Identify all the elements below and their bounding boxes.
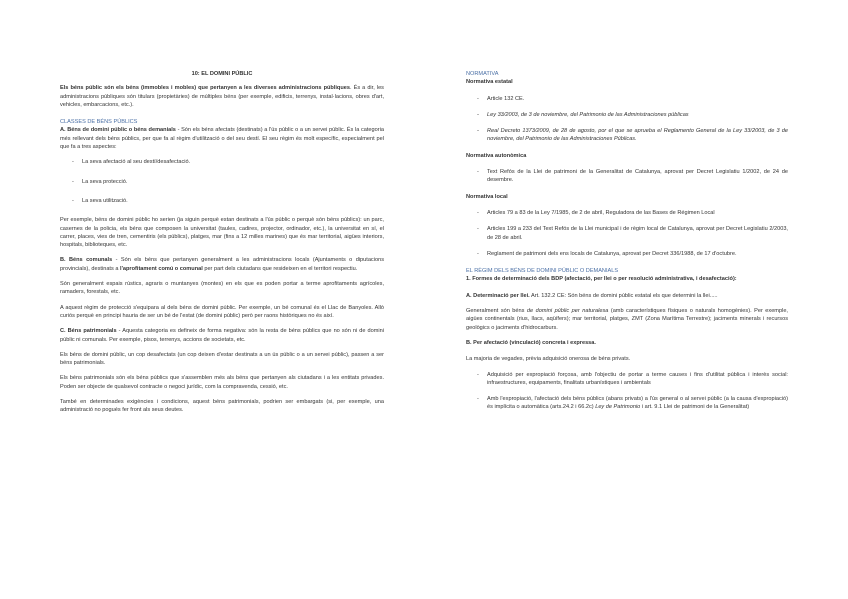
paragraph: A aquest règim de protecció s'equipara al dels béns de domini públic. Per exemple, un bé comunal és el Llac de Banyoles. Allò curiós perquè en principi hauria de ser un bé de l'estat (de domini públic) però per raons històriques no és així. bbox=[60, 304, 384, 319]
local-list bbox=[466, 209, 788, 258]
paragraph bbox=[60, 327, 384, 344]
intro-paragraph bbox=[60, 84, 384, 109]
section-heading: EL RÈGIM DELS BÉNS DE DOMINI PÚBLIC O DEMANIALS bbox=[466, 268, 619, 275]
list-item bbox=[466, 395, 788, 412]
item-text: Amb l'expropiació, l'afectació dels béns públics (abans privats) a l'ús general o al servei públic (a la causa d'expropiació) és implícita o automàtica (arts.24.2 i 66.2c) bbox=[487, 396, 788, 411]
paragraph bbox=[60, 126, 384, 151]
paragraph bbox=[466, 307, 788, 332]
list-item: - Adquisició per expropiació forçosa, amb l'objectiu de portar a terme causes i fins d'utilitat pública i interès social: infraestructures, equipaments, finalitats urbanístiques i ambientals bbox=[466, 371, 788, 388]
bold-term: A. Béns de domini públic o béns demanials bbox=[60, 127, 176, 134]
paragraph-text: - Són els béns que pertanyen generalment a les administracions locals (Ajuntaments o diputacions provincials), destinats a bbox=[60, 257, 384, 272]
list-item: - Article 132 CE. bbox=[466, 95, 788, 103]
italic-term: de domini públic per naturalesa bbox=[526, 308, 609, 315]
subheading: Normativa estatal bbox=[466, 79, 513, 86]
subheading: 1. Formes de determinació dels BDP (afectació, per llei o per resolució administrativa, i desafectació): bbox=[466, 276, 737, 283]
paragraph-text: - Són els béns afectats (destinats) a l'ús públic o a un servei públic. És la categoria més rellevant dels béns públics, per que fa al règim d'utilització o del seu destí. El seu règim és molt específic, especialment pel que fa a tres aspectes: bbox=[60, 127, 384, 151]
item-text: i art. 9.1 Llei de patrimoni de la Generalitat) bbox=[640, 404, 750, 411]
subheading: B. Per afectació (vinculació) concreta i expressa. bbox=[466, 339, 596, 346]
bold-term: B. Béns comunals bbox=[60, 257, 113, 264]
left-column bbox=[60, 70, 384, 422]
afectacio-list bbox=[466, 371, 788, 412]
list-item: - Reglament de patrimoni dels ens locals de Catalunya, aprovat per Decret 336/1988, de 17 d'octubre. bbox=[466, 250, 788, 258]
list-item: - La seva afectació al seu destí/desafectació. bbox=[60, 158, 384, 166]
bold-term: A. Determinació per llei. bbox=[466, 292, 530, 299]
list-item: - La seva protecció. bbox=[60, 178, 384, 186]
paragraph: També en determinades exigències i condicions, aquest béns patrimonials, podrien ser embargats (si, per exemple, una administració no pogués fer front als seus deutes. bbox=[60, 399, 384, 414]
paragraph: Són generalment espais rústics, agraris o muntanyes (montes) en els que es poden portar a terme aprofitaments agrícoles, ramaders, forestals, etc. bbox=[60, 281, 384, 296]
aspects-list bbox=[60, 158, 384, 205]
paragraph: Els béns de domini públic, un cop desafectats (un cop deixen d'estar destinats a un ús públic o a un servei públic), passen a ser béns patrimonials. bbox=[60, 351, 384, 367]
list-item: - Ley 33/2003, de 3 de noviembre, del Patrimonio de las Administraciones públicas bbox=[466, 111, 788, 119]
list-item: - Articles 79 a 83 de la Ley 7/1985, de 2 de abril, Reguladora de las Bases de Régimen Local bbox=[466, 209, 788, 217]
paragraph-text: per part dels ciutadans que resideixen en el territori respectiu. bbox=[202, 265, 358, 272]
paragraph bbox=[466, 292, 788, 300]
paragraph: Per exemple, béns de domini públic ho serien (ja siguin perquè estan destinats a l'ús públic o perquè són béns públics): un parc, casernes de la policia, els béns que composen la universitat (taules, cadires, projector, ordinador, etc.), la universitat en sí, el carrer, places, vies de tren, cementiris (els públics), platges, mar (fins a 12 milles marines) que és mar territorial, aigües interiors, hospitals, biblioteques, etc. bbox=[60, 217, 384, 249]
intro-bold: Els béns públic són els béns (immobles i mobles) que pertanyen a les diverses administracions públiques bbox=[60, 85, 350, 92]
bold-term: C. Béns patrimonials bbox=[60, 328, 117, 335]
subheading: Normativa local bbox=[466, 193, 508, 200]
section-heading: NORMATIVA bbox=[466, 71, 499, 77]
paragraph: La majoria de vegades, prèvia adquisició onerosa de béns privats. bbox=[466, 356, 631, 363]
paragraph-text: Art. 132.2 CE: Són béns de domini públic estatal els que determini la llei..... bbox=[529, 292, 718, 299]
right-column bbox=[466, 70, 788, 420]
estatal-list bbox=[466, 95, 788, 144]
list-item: - Articles 199 a 233 del Text Refós de la Llei municipal i de règim local de Catalunya, aprovat per Decret Legislatiu 2/2003, de 28 de abril. bbox=[466, 225, 788, 242]
paragraph bbox=[60, 256, 384, 273]
list-item: - Real Decreto 1373/2009, de 28 de agosto, por el que se aprueba el Reglamento General de la Ley 33/2003, de 3 de noviembre, del Patrimonio de las Administraciones Públicas. bbox=[466, 127, 788, 144]
intro-text: . És a dir, les administracions públiques són titulars (propietàries) de múltiples béns (per exemple, edificis, terrenys, instal·lacions, obres d'art, vehicles, embarcacions, etc.). bbox=[60, 85, 384, 108]
paragraph-text: (amb característiques físiques o naturals homogènies). Per exemple, aigües continentals (rius, llacs, aqüífers); mar territorial, platges, ZMT (Zona Marítima Terrestre); jaciments minerals i recursos geològics o jaciments d'hidrocarburs. bbox=[466, 308, 788, 331]
paragraph-text: - Aquesta categoria es defineix de forma negativa: són la resta de béns públics que no són ni de domini públic ni comunals. Per exemple, pisos, terrenys, accions de societats, etc. bbox=[60, 328, 384, 343]
autonomica-list bbox=[466, 168, 788, 185]
section-heading: CLASSES DE BÉNS PÚBLICS bbox=[60, 119, 138, 126]
bold-term: l'aprofitament comú o comunal bbox=[120, 265, 203, 272]
paragraph-text: Generalment són béns bbox=[466, 308, 527, 315]
italic-term: Ley de Patrimonio bbox=[595, 404, 641, 411]
list-item: - Text Refós de la Llei de patrimoni de la Generalitat de Catalunya, aprovat per Decret Legislatiu 1/2002, de 24 de desembre. bbox=[466, 168, 788, 185]
paragraph: Els béns patrimonials són els béns públics que s'assemblen més als béns que pertanyen als ciutadans i a les entitats privades. Poden ser objecte de qualsevol contracte o negoci jurídic, com la compravenda, cessió, etc. bbox=[60, 375, 384, 390]
list-item: - La seva utilització. bbox=[60, 197, 384, 205]
page-title: 10: EL DOMINI PÚBLIC bbox=[191, 71, 253, 77]
subheading: Normativa autonòmica bbox=[466, 152, 527, 159]
